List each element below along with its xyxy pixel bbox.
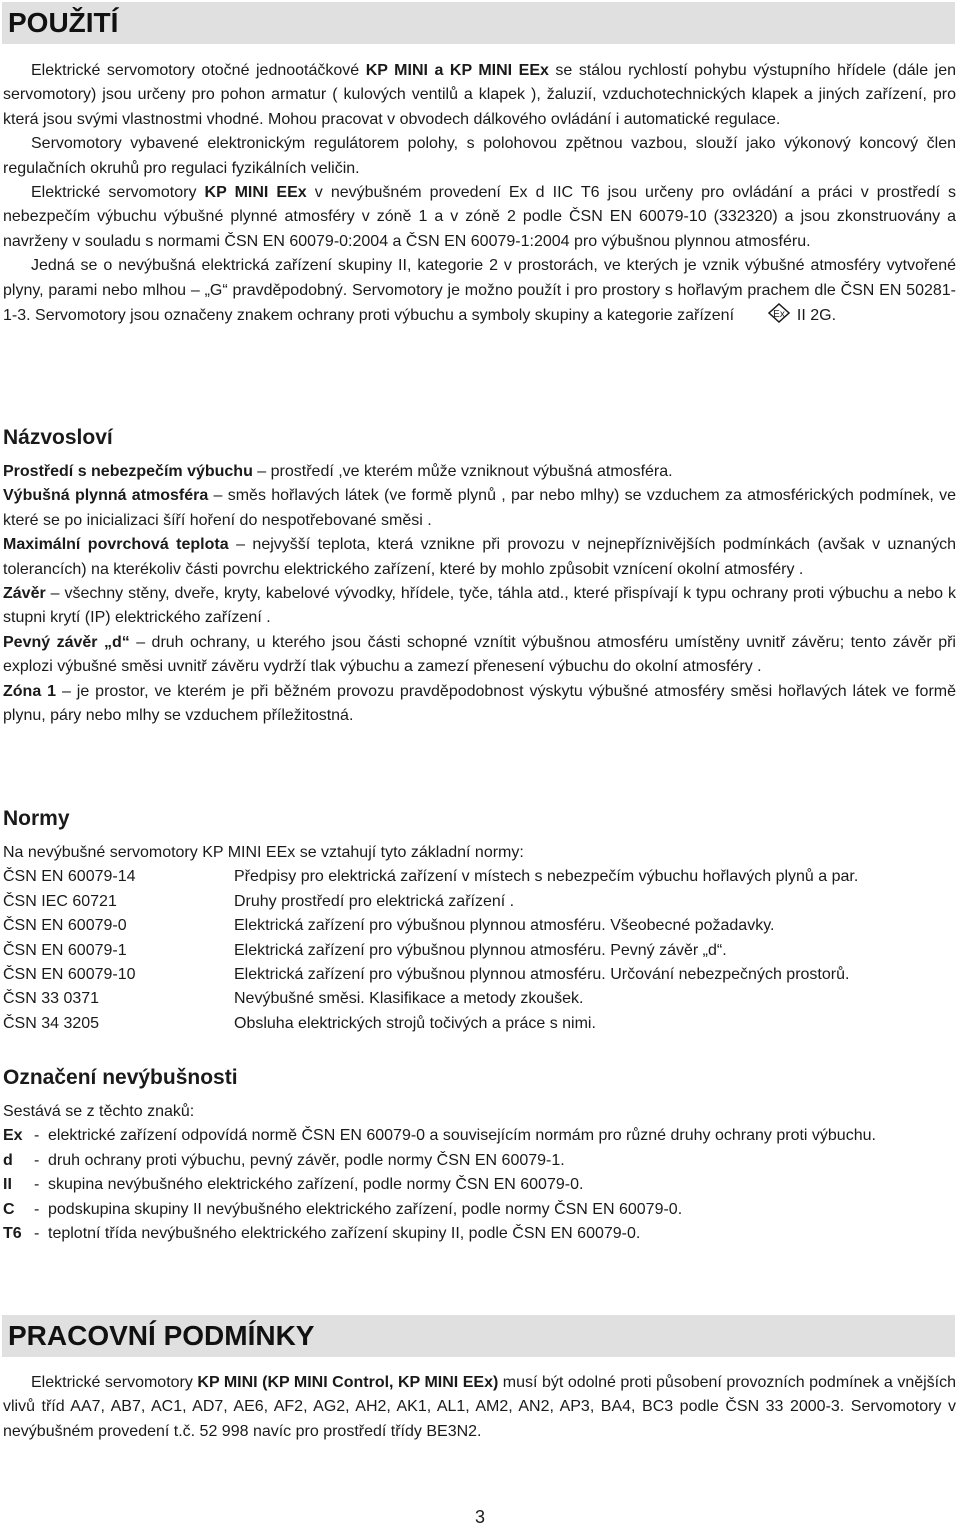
pouziti-paragraph-3: Elektrické servomotory KP MINI EEx v nevýbušném provedení Ex d IIC T6 jsou určeny pro ovládání a práci v prostředí s nebezpečím výbuchu výbušné plynné atmosféry v zóně 1 a v zóně 2 podle ČSN EN 60079-10 (332320) a jsou zkonstruovány a navrženy v souladu s normami ČSN EN 60079-0:2004 a ČSN EN 60079-1:2004 pro výbušnou plynnou atmosféru. [3,184,957,250]
oznaceni-section [3,1064,956,1246]
pouziti-body [3,59,956,331]
table-row: C - podskupina skupiny II nevýbušného elektrického zařízení, podle normy ČSN EN 60079-0. [3,1200,683,1218]
podminky-body [3,1371,956,1444]
definition-item: Závěr – všechny stěny, dveře, kryty, kabelové vývodky, hřídele, tyče, táhla atd., které přispívají k typu ochrany proti výbuchu a nebo k stupni krytí (IP) elektrického zařízení . [3,585,956,627]
podminky-paragraph: Elektrické servomotory KP MINI (KP MINI Control, KP MINI EEx) musí být odolné proti působení provozních podmínek a vnějších vlivů tříd AA7, AB7, AC1, AD7, AE6, AF2, AG2, AH2, AK1, AL1, AM2, AN2, AP3, BA4, BC3 podle ČSN 33 2000-3. Servomotory v nevýbušném provedení t.č. 52 998 navíc pro prostředí třídy BE3N2. [3,1374,957,1440]
normy-section [3,805,956,1036]
table-row: ČSN 33 0371 Nevýbušné směsi. Klasifikace a metody zkoušek. [3,990,584,1008]
section-title-pouziti: POUŽITÍ [8,7,119,38]
oznaceni-intro: Sestává se z těchto znaků: [3,1103,195,1120]
normy-table [3,865,858,1036]
table-row: ČSN EN 60079-14 Předpisy pro elektrická zařízení v místech s nebezpečím výbuchu hořlavých plynů a par. [3,868,859,886]
ex-explosion-protection-icon [740,303,790,331]
section-banner-podminky [2,1315,955,1357]
table-row: ČSN 34 3205 Obsluha elektrických strojů točivých a práce s nimi. [3,1014,596,1032]
definition-item: Zóna 1 – je prostor, ve kterém je při běžném provozu pravděpodobnost výskytu výbušné atmosféry směsi hořlavých látek ve formě plynu, páry nebo mlhy se vzduchem příležitostná. [3,682,956,725]
table-row: T6 - teplotní třída nevýbušného elektrického zařízení skupiny II, podle ČSN EN 60079-0. [3,1225,641,1243]
definition-item: Maximální povrchová teplota – nejvyšší teplota, která vznikne při provozu v nejnepříznivějších podmínkách (avšak v uznaných tolerancích) na kterékoliv části povrchu elektrického zařízení, které by mohlo způsobit vznícení okolní atmosféry . [3,536,957,578]
page-number: 3 [474,1507,485,1527]
table-row: II - skupina nevýbušného elektrického zařízení, podle normy ČSN EN 60079-0. [3,1176,584,1194]
definition-item: Pevný závěr „d“ – druh ochrany, u kterého jsou části schopné vznítit výbušnou atmosféru umístěny uvnitř závěru; tento závěr při explozi výbušné směsi uvnitř závěru vydrží tlak výbuchu a zamezí přenesení výbuchu do okolní atmosféry . [3,633,956,676]
table-row: d - druh ochrany proti výbuchu, pevný závěr, podle normy ČSN EN 60079-1. [3,1151,565,1169]
section-title-nazvoslovi: Názvosloví [3,426,113,449]
table-row: ČSN EN 60079-10 Elektrická zařízení pro výbušnou plynnou atmosféru. Určování nebezpečných prostorů. [3,966,850,984]
svg-text:Ex: Ex [773,309,786,321]
pouziti-paragraph-2: Servomotory vybavené elektronickým regulátorem polohy, s polohovou zpětnou vazbou, slouží jako výkonový koncový člen regulačních okruhů pro regulaci fyzikálních veličin. [3,135,956,177]
pouziti-paragraph-4: Jedná se o nevýbušná elektrická zařízení skupiny II, kategorie 2 v prostorách, ve kterých je vznik výbušné atmosféry vytvořené plyny, parami nebo mlhou – „G“ pravděpodobný. Servomotory je možno použít i pro prostory s hořlavým prachem dle ČSN EN 50281-1-3. Servomotory jsou označeny znakem ochrany proti výbuchu a symboly skupiny a kategorie zařízení Ex II 2G. [3,254,956,331]
pouziti-paragraph-1: Elektrické servomotory otočné jednootáčkové KP MINI a KP MINI EEx se stálou rychlostí pohybu výstupního hřídele (dále jen servomotory) jsou určeny pro pohon armatur ( kulových ventilů a klapek ), žaluzií, vzduchotechnických klapek a jiných zařízení, pro která jsou svými vlastnostmi vhodné. Mohou pracovat v obvodech dálkového ovládání i automatické regulace. [3,62,956,128]
nazvoslovi-section [3,424,956,728]
normy-intro: Na nevýbušné servomotory KP MINI EEx se vztahují tyto základní normy: [3,844,524,861]
section-title-normy: Normy [3,807,70,830]
section-banner-pouziti [2,2,955,44]
table-row: ČSN EN 60079-0 Elektrická zařízení pro výbušnou plynnou atmosféru. Všeobecné požadavky. [3,917,775,935]
table-row: ČSN IEC 60721 Druhy prostředí pro elektrická zařízení . [3,892,515,910]
section-title-podminky: PRACOVNÍ PODMÍNKY [8,1320,315,1351]
section-title-oznaceni: Označení nevýbušnosti [3,1066,238,1089]
oznaceni-table [3,1124,956,1246]
table-row: Ex - elektrické zařízení odpovídá normě ČSN EN 60079-0 a souvisejícím normám pro různé druhy ochrany proti výbuchu. [3,1127,876,1145]
definition-item: Výbušná plynná atmosféra – směs hořlavých látek (ve formě plynů , par nebo mlhy) se vzduchem za atmosférických podmínek, ve které se po inicializaci šíří hoření do nespotřebované směsi . [3,487,956,529]
definition-item: Prostředí s nebezpečím výbuchu – prostředí ,ve kterém může vzniknout výbušná atmosféra. [3,463,673,480]
table-row: ČSN EN 60079-1 Elektrická zařízení pro výbušnou plynnou atmosféru. Pevný závěr „d“. [3,941,727,959]
